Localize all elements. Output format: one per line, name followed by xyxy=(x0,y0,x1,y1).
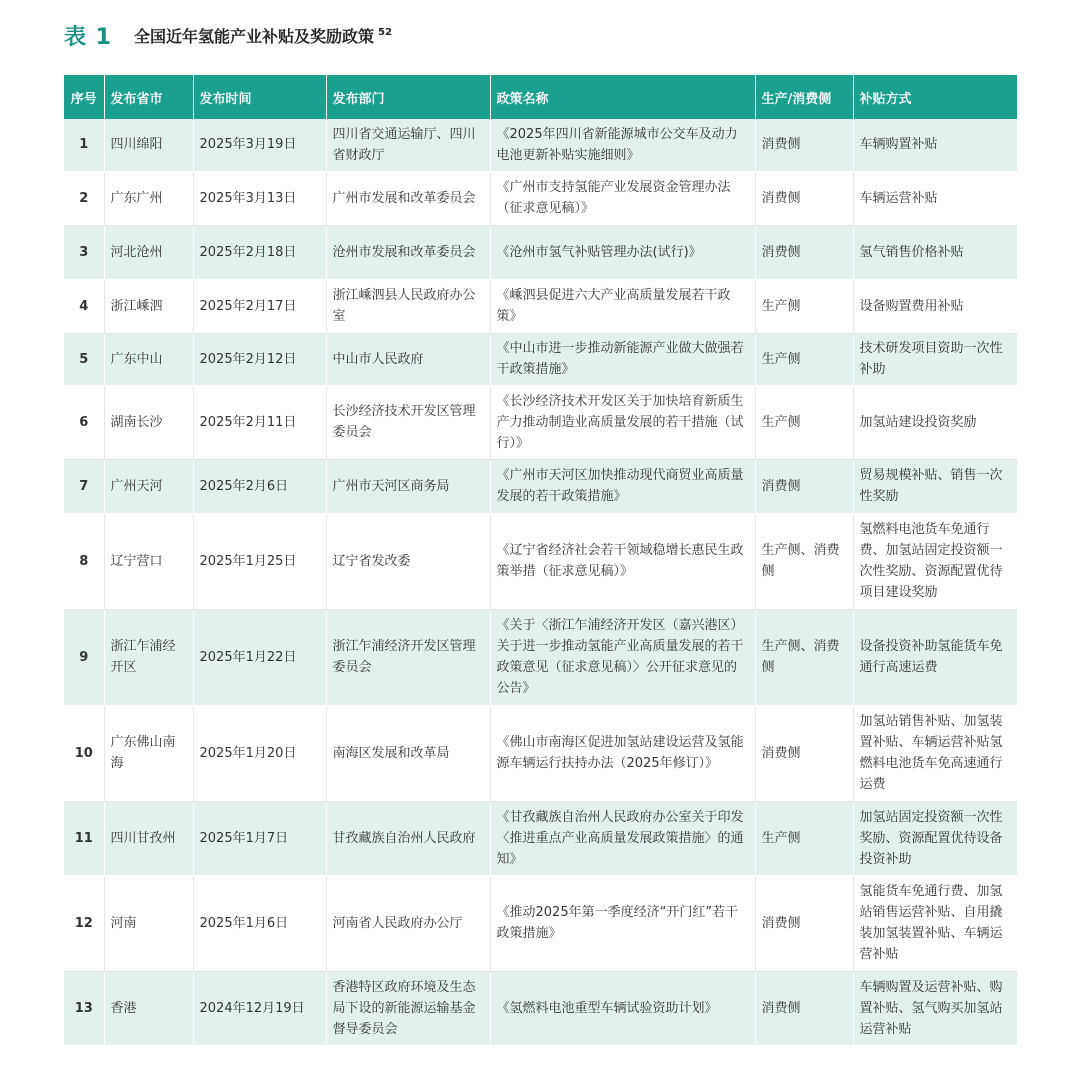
header-row xyxy=(64,75,1017,119)
cell-province-city: 四川绵阳 xyxy=(104,119,193,171)
cell-subsidy-method: 设备购置费用补贴 xyxy=(853,279,1017,333)
cell-province-city: 河北沧州 xyxy=(104,225,193,279)
table-row xyxy=(64,333,1017,385)
cell-index: 2 xyxy=(64,171,104,225)
cell-date: 2025年1月7日 xyxy=(193,801,326,875)
policy-table xyxy=(64,75,1017,1046)
cell-date: 2025年2月17日 xyxy=(193,279,326,333)
cell-date: 2025年3月13日 xyxy=(193,171,326,225)
cell-department: 四川省交通运输厅、四川省财政厅 xyxy=(326,119,490,171)
cell-index: 12 xyxy=(64,875,104,971)
cell-policy-name: 《佛山市南海区促进加氢站建设运营及氢能源车辆运行扶持办法（2025年修订）》 xyxy=(490,705,755,801)
cell-province-city: 辽宁营口 xyxy=(104,513,193,609)
col-header-date: 发布时间 xyxy=(193,75,326,119)
cell-side: 生产侧 xyxy=(755,279,853,333)
cell-date: 2025年2月18日 xyxy=(193,225,326,279)
cell-date: 2025年3月19日 xyxy=(193,119,326,171)
cell-index: 11 xyxy=(64,801,104,875)
table-number: 表 1 xyxy=(64,24,112,50)
cell-side: 消费侧 xyxy=(755,225,853,279)
cell-side: 生产侧 xyxy=(755,385,853,459)
cell-policy-name: 《推动2025年第一季度经济“开门红”若干政策措施》 xyxy=(490,875,755,971)
cell-side: 消费侧 xyxy=(755,971,853,1045)
cell-side: 消费侧 xyxy=(755,875,853,971)
cell-policy-name: 《沧州市氢气补贴管理办法(试行)》 xyxy=(490,225,755,279)
cell-policy-name: 《广州市支持氢能产业发展资金管理办法（征求意见稿）》 xyxy=(490,171,755,225)
cell-policy-name: 《嵊泗县促进六大产业高质量发展若干政策》 xyxy=(490,279,755,333)
col-header-policy-name: 政策名称 xyxy=(490,75,755,119)
table-row xyxy=(64,385,1017,459)
table-row xyxy=(64,971,1017,1045)
cell-department: 沧州市发展和改革委员会 xyxy=(326,225,490,279)
cell-department: 南海区发展和改革局 xyxy=(326,705,490,801)
table-title-text: 全国近年氢能产业补贴及奖励政策 xyxy=(133,26,374,46)
cell-subsidy-method: 氢气销售价格补贴 xyxy=(853,225,1017,279)
cell-province-city: 广东佛山南海 xyxy=(104,705,193,801)
cell-date: 2025年2月12日 xyxy=(193,333,326,385)
cell-subsidy-method: 加氢站销售补贴、加氢装置补贴、车辆运营补贴氢燃料电池货车免高速通行运费 xyxy=(853,705,1017,801)
cell-subsidy-method: 贸易规模补贴、销售一次性奖励 xyxy=(853,459,1017,513)
cell-department: 河南省人民政府办公厅 xyxy=(326,875,490,971)
cell-side: 消费侧 xyxy=(755,705,853,801)
table-row xyxy=(64,119,1017,171)
col-header-side: 生产/消费侧 xyxy=(755,75,853,119)
cell-policy-name: 《甘孜藏族自治州人民政府办公室关于印发〈推进重点产业高质量发展政策措施〉的通知》 xyxy=(490,801,755,875)
cell-province-city: 四川甘孜州 xyxy=(104,801,193,875)
cell-province-city: 浙江乍浦经开区 xyxy=(104,609,193,705)
cell-side: 生产侧 xyxy=(755,801,853,875)
cell-subsidy-method: 设备投资补助氢能货车免通行高速运费 xyxy=(853,609,1017,705)
cell-index: 7 xyxy=(64,459,104,513)
cell-index: 1 xyxy=(64,119,104,171)
cell-subsidy-method: 加氢站建设投资奖励 xyxy=(853,385,1017,459)
table-row xyxy=(64,875,1017,971)
cell-date: 2024年12月19日 xyxy=(193,971,326,1045)
table-title xyxy=(134,24,392,47)
cell-index: 9 xyxy=(64,609,104,705)
cell-subsidy-method: 技术研发项目资助一次性补助 xyxy=(853,333,1017,385)
col-header-province-city: 发布省市 xyxy=(104,75,193,119)
cell-side: 生产侧、消费侧 xyxy=(755,609,853,705)
cell-subsidy-method: 车辆运营补贴 xyxy=(853,171,1017,225)
cell-index: 4 xyxy=(64,279,104,333)
cell-subsidy-method: 车辆购置及运营补贴、购置补贴、氢气购买加氢站运营补贴 xyxy=(853,971,1017,1045)
cell-province-city: 广州天河 xyxy=(104,459,193,513)
cell-province-city: 广东中山 xyxy=(104,333,193,385)
cell-province-city: 香港 xyxy=(104,971,193,1045)
table-caption xyxy=(64,18,392,52)
cell-department: 浙江乍浦经济开发区管理委员会 xyxy=(326,609,490,705)
cell-index: 13 xyxy=(64,971,104,1045)
cell-side: 生产侧 xyxy=(755,333,853,385)
cell-index: 3 xyxy=(64,225,104,279)
cell-side: 消费侧 xyxy=(755,171,853,225)
cell-index: 5 xyxy=(64,333,104,385)
cell-policy-name: 《氢燃料电池重型车辆试验资助计划》 xyxy=(490,971,755,1045)
cell-side: 消费侧 xyxy=(755,459,853,513)
cell-policy-name: 《中山市进一步推动新能源产业做大做强若干政策措施》 xyxy=(490,333,755,385)
cell-index: 10 xyxy=(64,705,104,801)
table-row xyxy=(64,171,1017,225)
cell-policy-name: 《长沙经济技术开发区关于加快培育新质生产力推动制造业高质量发展的若干措施（试行）》 xyxy=(490,385,755,459)
cell-policy-name: 《广州市天河区加快推动现代商贸业高质量发展的若干政策措施》 xyxy=(490,459,755,513)
cell-date: 2025年1月20日 xyxy=(193,705,326,801)
table-header xyxy=(64,75,1017,119)
cell-subsidy-method: 氢能货车免通行费、加氢站销售运营补贴、自用撬装加氢装置补贴、车辆运营补贴 xyxy=(853,875,1017,971)
cell-side: 消费侧 xyxy=(755,119,853,171)
table-row xyxy=(64,225,1017,279)
footnote-marker: 52 xyxy=(377,27,392,39)
col-header-department: 发布部门 xyxy=(326,75,490,119)
cell-department: 中山市人民政府 xyxy=(326,333,490,385)
cell-province-city: 浙江嵊泗 xyxy=(104,279,193,333)
cell-policy-name: 《关于〈浙江乍浦经济开发区（嘉兴港区）关于进一步推动氢能产业高质量发展的若干政策意见（征求意见稿）〉公开征求意见的公告》 xyxy=(490,609,755,705)
cell-side: 生产侧、消费侧 xyxy=(755,513,853,609)
cell-date: 2025年1月25日 xyxy=(193,513,326,609)
cell-date: 2025年2月11日 xyxy=(193,385,326,459)
cell-department: 浙江嵊泗县人民政府办公室 xyxy=(326,279,490,333)
cell-subsidy-method: 加氢站固定投资额一次性奖励、资源配置优待设备投资补助 xyxy=(853,801,1017,875)
cell-date: 2025年1月6日 xyxy=(193,875,326,971)
cell-date: 2025年1月22日 xyxy=(193,609,326,705)
cell-department: 广州市天河区商务局 xyxy=(326,459,490,513)
cell-province-city: 河南 xyxy=(104,875,193,971)
table-body xyxy=(64,119,1017,1045)
cell-subsidy-method: 车辆购置补贴 xyxy=(853,119,1017,171)
table-row xyxy=(64,801,1017,875)
cell-date: 2025年2月6日 xyxy=(193,459,326,513)
table-row xyxy=(64,609,1017,705)
cell-department: 长沙经济技术开发区管理委员会 xyxy=(326,385,490,459)
col-header-index: 序号 xyxy=(64,75,104,119)
cell-subsidy-method: 氢燃料电池货车免通行费、加氢站固定投资额一次性奖励、资源配置优待项目建设奖励 xyxy=(853,513,1017,609)
table-row xyxy=(64,513,1017,609)
table-row xyxy=(64,705,1017,801)
cell-province-city: 广东广州 xyxy=(104,171,193,225)
cell-department: 辽宁省发改委 xyxy=(326,513,490,609)
cell-policy-name: 《2025年四川省新能源城市公交车及动力电池更新补贴实施细则》 xyxy=(490,119,755,171)
cell-department: 广州市发展和改革委员会 xyxy=(326,171,490,225)
table-row xyxy=(64,459,1017,513)
cell-province-city: 湖南长沙 xyxy=(104,385,193,459)
cell-department: 甘孜藏族自治州人民政府 xyxy=(326,801,490,875)
cell-index: 8 xyxy=(64,513,104,609)
col-header-subsidy-method: 补贴方式 xyxy=(853,75,1017,119)
cell-department: 香港特区政府环境及生态局下设的新能源运输基金督导委员会 xyxy=(326,971,490,1045)
cell-policy-name: 《辽宁省经济社会若干领域稳增长惠民生政策举措（征求意见稿）》 xyxy=(490,513,755,609)
table-row xyxy=(64,279,1017,333)
cell-index: 6 xyxy=(64,385,104,459)
